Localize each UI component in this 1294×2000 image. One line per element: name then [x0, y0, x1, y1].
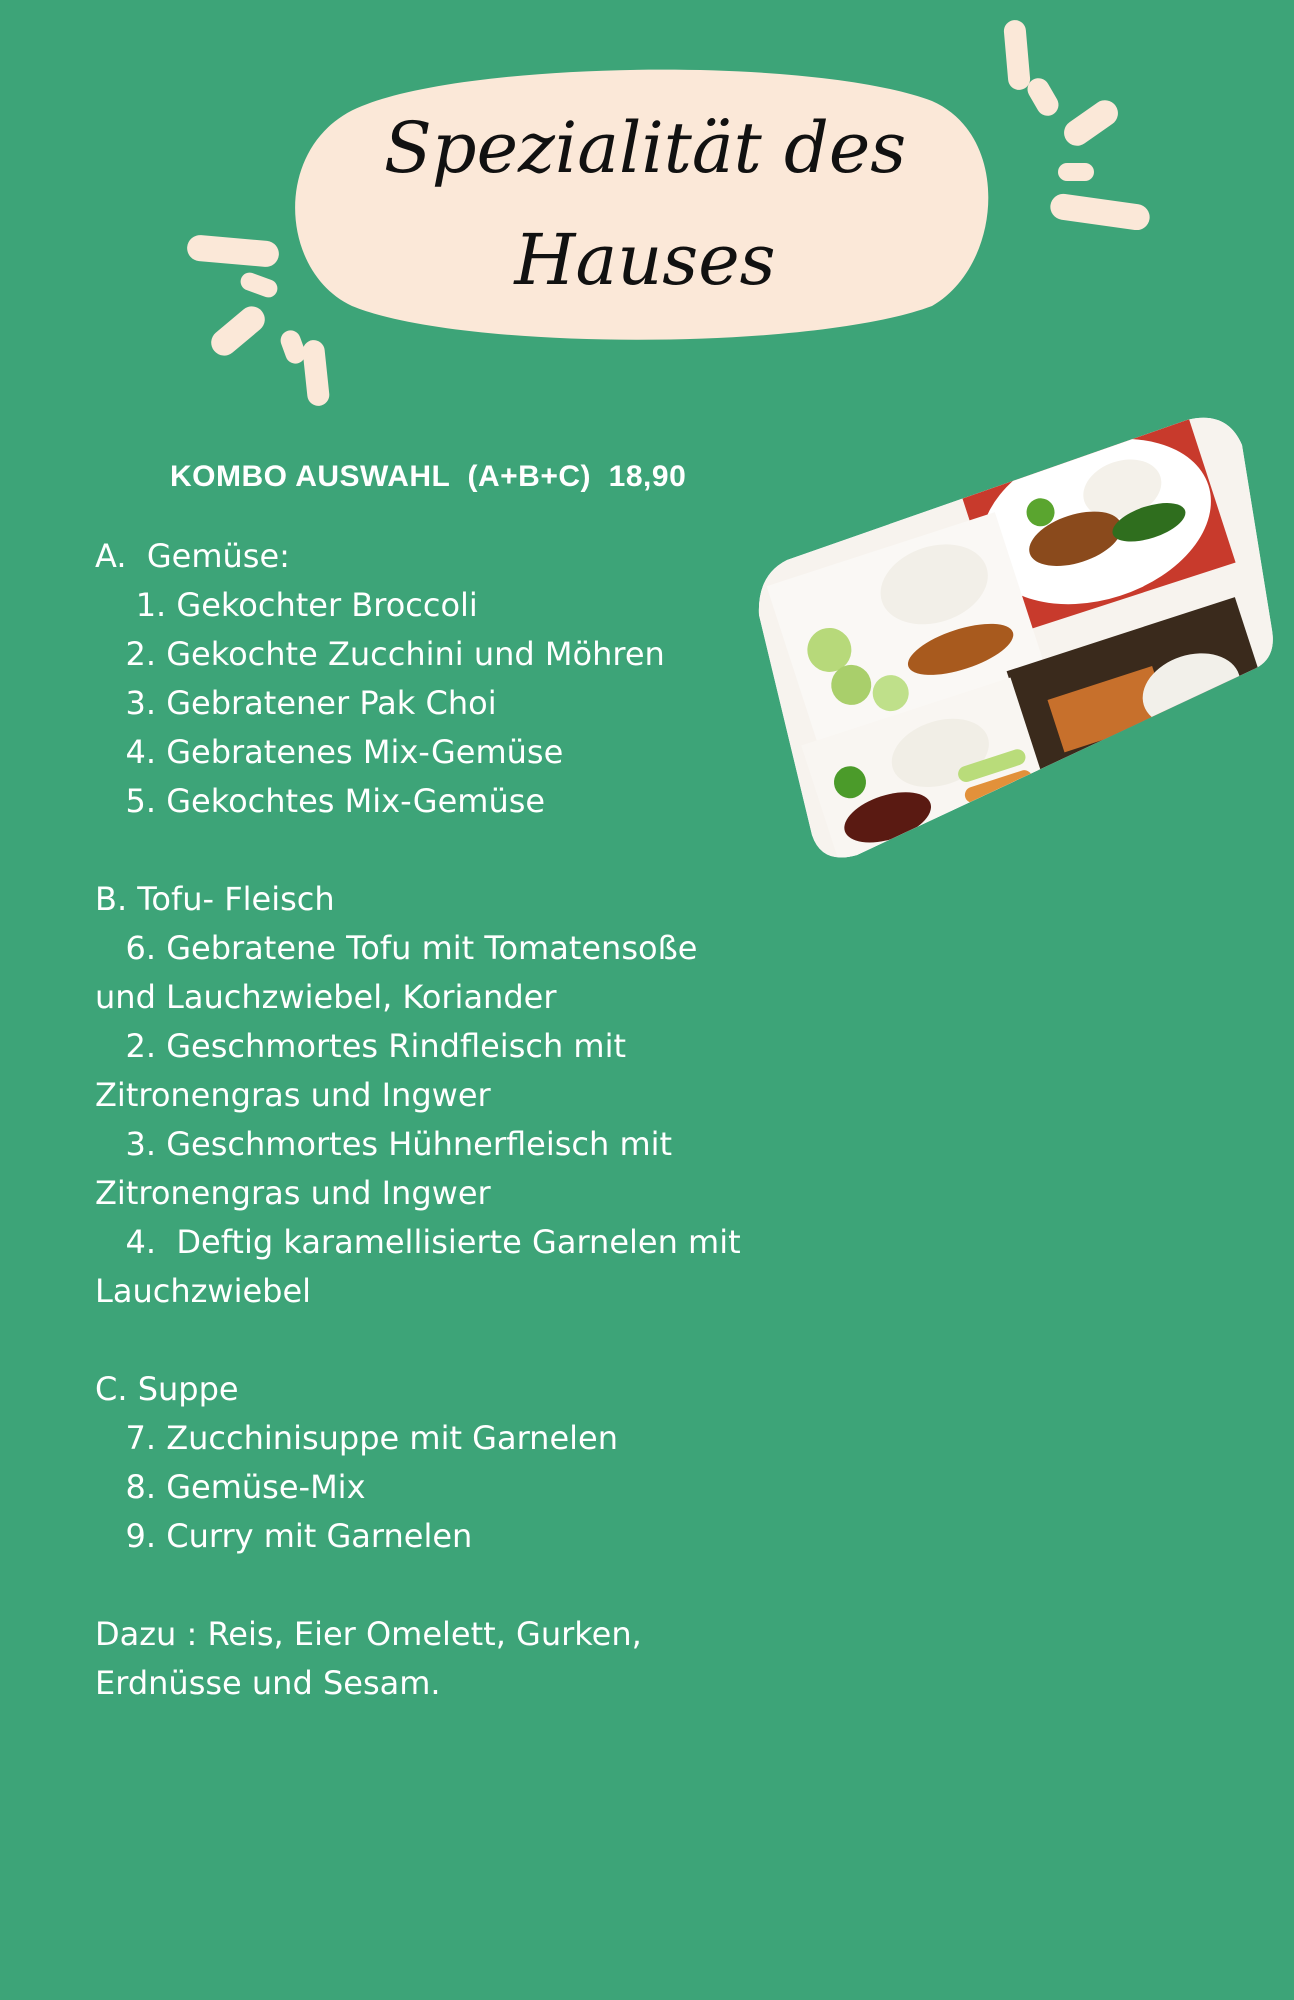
- section-b-heading: B. Tofu- Fleisch: [95, 880, 335, 918]
- list-item-continuation: und Lauchzwiebel, Koriander: [95, 978, 557, 1016]
- list-item: 3. Geschmortes Hühnerfleisch mit: [95, 1125, 673, 1163]
- list-item: 1. Gekochter Broccoli: [95, 586, 478, 624]
- list-item: 5. Gekochtes Mix-Gemüse: [95, 782, 546, 820]
- page-title: [292, 92, 998, 316]
- extras-text: Dazu : Reis, Eier Omelett, Gurken,: [95, 1615, 642, 1653]
- decorative-dashes-right: [990, 15, 1160, 230]
- section-a-heading: A. Gemüse:: [95, 537, 290, 575]
- section-c-heading: C. Suppe: [95, 1370, 239, 1408]
- list-item: 2. Gekochte Zucchini und Möhren: [95, 635, 665, 673]
- list-item: 4. Gebratenes Mix-Gemüse: [95, 733, 564, 771]
- list-item: 3. Gebratener Pak Choi: [95, 684, 497, 722]
- list-item-continuation: Zitronengras und Ingwer: [95, 1076, 491, 1114]
- menu-list: [95, 532, 835, 1708]
- list-item: 9. Curry mit Garnelen: [95, 1517, 473, 1555]
- list-item-continuation: Lauchzwiebel: [95, 1272, 312, 1310]
- food-photo-collage: [757, 415, 1277, 860]
- list-item-continuation: Zitronengras und Ingwer: [95, 1174, 491, 1212]
- title-line-1: Spezialität des: [383, 107, 907, 189]
- list-item: 7. Zucchinisuppe mit Garnelen: [95, 1419, 618, 1457]
- title-line-2: Hauses: [514, 219, 776, 301]
- list-item: 2. Geschmortes Rindfleisch mit: [95, 1027, 627, 1065]
- extras-text: Erdnüsse und Sesam.: [95, 1664, 441, 1702]
- combo-price-heading: KOMBO AUSWAHL (A+B+C) 18,90: [170, 460, 687, 493]
- list-item: 4. Deftig karamellisierte Garnelen mit: [95, 1223, 741, 1261]
- list-item: 8. Gemüse-Mix: [95, 1468, 366, 1506]
- list-item: 6. Gebratene Tofu mit Tomatensoße: [95, 929, 698, 967]
